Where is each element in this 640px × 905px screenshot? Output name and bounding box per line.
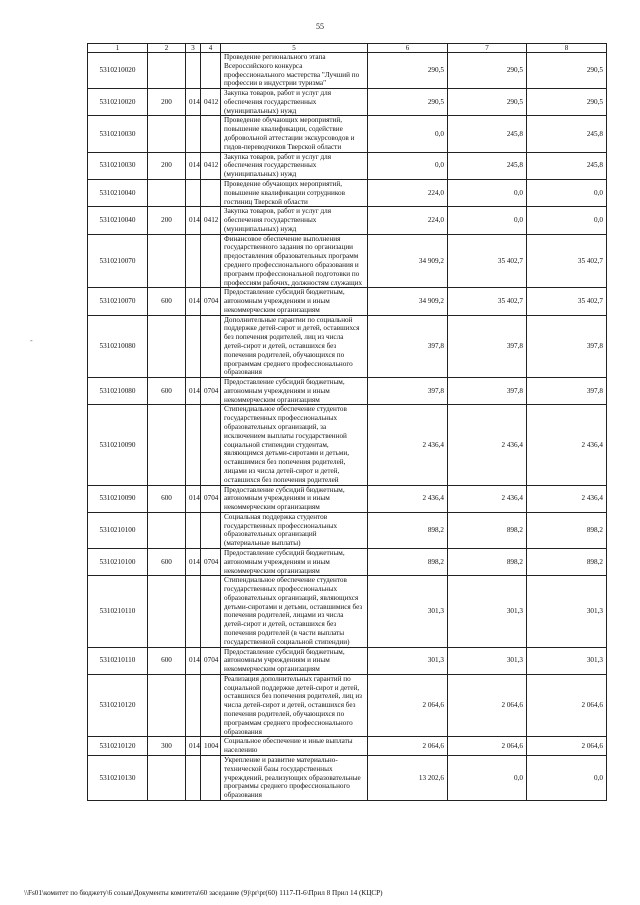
subsection-cell: 1004 <box>201 737 221 756</box>
expense-type-cell: 200 <box>148 152 186 179</box>
section-cell <box>186 179 201 206</box>
section-cell: 014 <box>186 207 201 234</box>
subsection-cell <box>201 405 221 485</box>
table-row <box>88 152 607 179</box>
subsection-cell <box>201 116 221 152</box>
amount-year1-cell: 301,3 <box>368 576 448 647</box>
description-cell: Предоставление субсидий бюджетным, автономным учреждениям и иным некоммерческим организациям <box>221 485 368 512</box>
table-row <box>88 116 607 152</box>
target-code-cell: 5310210040 <box>88 179 148 206</box>
table-row <box>88 405 607 485</box>
description-cell: Закупка товаров, работ и услуг для обеспечения государственных (муниципальных) нужд <box>221 89 368 116</box>
amount-year1-cell: 898,2 <box>368 548 448 575</box>
expense-type-cell <box>148 179 186 206</box>
expense-type-cell <box>148 234 186 288</box>
subsection-cell <box>201 234 221 288</box>
amount-year2-cell: 2 064,6 <box>448 737 527 756</box>
subsection-cell: 0704 <box>201 548 221 575</box>
header-row <box>88 44 607 53</box>
subsection-cell <box>201 512 221 548</box>
description-cell: Реализация дополнительных гарантий по социальной поддержке детей-сирот и детей, оставшихся без попечения родителей, лиц из числа детей-сирот и детей, оставшихся без попечения родителей, обучающихся по программам среднего профессионального образования <box>221 674 368 736</box>
expense-type-cell <box>148 755 186 800</box>
target-code-cell: 5310210030 <box>88 152 148 179</box>
amount-year1-cell: 224,0 <box>368 207 448 234</box>
section-cell <box>186 512 201 548</box>
target-code-cell: 5310210040 <box>88 207 148 234</box>
amount-year3-cell: 301,3 <box>527 576 607 647</box>
table-row <box>88 755 607 800</box>
amount-year2-cell: 35 402,7 <box>448 288 527 315</box>
amount-year2-cell: 301,3 <box>448 576 527 647</box>
table-row <box>88 315 607 377</box>
header-cell: 4 <box>201 44 221 53</box>
description-cell: Стипендиальное обеспечение студентов государственных профессиональных образовательных организаций, за исключением выплаты государственной социальной стипендии студентам, являющимся детьми-сиротами и детьми, оставшимися без попечения родителей, лицами из числа детей-сирот и детей, оставшихся без попечения родителей <box>221 405 368 485</box>
table-row <box>88 288 607 315</box>
section-cell <box>186 405 201 485</box>
amount-year2-cell: 290,5 <box>448 89 527 116</box>
subsection-cell <box>201 576 221 647</box>
amount-year2-cell: 397,8 <box>448 315 527 377</box>
target-code-cell: 5310210080 <box>88 378 148 405</box>
subsection-cell <box>201 755 221 800</box>
subsection-cell: 0412 <box>201 152 221 179</box>
table-row <box>88 378 607 405</box>
expense-type-cell: 600 <box>148 378 186 405</box>
header-cell: 5 <box>221 44 368 53</box>
amount-year1-cell: 13 202,6 <box>368 755 448 800</box>
header-cell: 3 <box>186 44 201 53</box>
table-row <box>88 234 607 288</box>
amount-year2-cell: 35 402,7 <box>448 234 527 288</box>
description-cell: Укрепление и развитие материально-технической базы государственных учреждений, реализующих образовательные программы среднего профессионального образования <box>221 755 368 800</box>
header-cell: 2 <box>148 44 186 53</box>
table-row <box>88 548 607 575</box>
amount-year3-cell: 0,0 <box>527 207 607 234</box>
target-code-cell: 5310210090 <box>88 485 148 512</box>
header-cell: 7 <box>448 44 527 53</box>
amount-year2-cell: 2 436,4 <box>448 485 527 512</box>
section-cell <box>186 576 201 647</box>
expense-type-cell <box>148 116 186 152</box>
amount-year2-cell: 2 436,4 <box>448 405 527 485</box>
expense-type-cell <box>148 576 186 647</box>
amount-year3-cell: 2 436,4 <box>527 405 607 485</box>
section-cell <box>186 53 201 89</box>
target-code-cell: 5310210110 <box>88 576 148 647</box>
section-cell <box>186 674 201 736</box>
expense-type-cell <box>148 315 186 377</box>
section-cell <box>186 315 201 377</box>
subsection-cell <box>201 179 221 206</box>
table-body <box>88 53 607 801</box>
amount-year2-cell: 898,2 <box>448 512 527 548</box>
section-cell: 014 <box>186 288 201 315</box>
target-code-cell: 5310210080 <box>88 315 148 377</box>
target-code-cell: 5310210020 <box>88 89 148 116</box>
subsection-cell <box>201 53 221 89</box>
amount-year3-cell: 35 402,7 <box>527 234 607 288</box>
amount-year3-cell: 397,8 <box>527 378 607 405</box>
expense-type-cell <box>148 53 186 89</box>
amount-year3-cell: 0,0 <box>527 755 607 800</box>
amount-year3-cell: 245,8 <box>527 152 607 179</box>
amount-year2-cell: 898,2 <box>448 548 527 575</box>
description-cell: Проведение обучающих мероприятий, повышение квалификации сотрудников гостиниц Тверской области <box>221 179 368 206</box>
amount-year2-cell: 397,8 <box>448 378 527 405</box>
amount-year3-cell: 301,3 <box>527 647 607 674</box>
amount-year1-cell: 290,5 <box>368 89 448 116</box>
expense-type-cell: 200 <box>148 207 186 234</box>
section-cell: 014 <box>186 548 201 575</box>
amount-year2-cell: 290,5 <box>448 53 527 89</box>
header-cell: 1 <box>88 44 148 53</box>
section-cell: 014 <box>186 647 201 674</box>
description-cell: Предоставление субсидий бюджетным, автономным учреждениям и иным некоммерческим организациям <box>221 548 368 575</box>
amount-year2-cell: 245,8 <box>448 116 527 152</box>
subsection-cell <box>201 674 221 736</box>
amount-year1-cell: 290,5 <box>368 53 448 89</box>
target-code-cell: 5310210130 <box>88 755 148 800</box>
section-cell: 014 <box>186 737 201 756</box>
expense-type-cell: 600 <box>148 548 186 575</box>
table-row <box>88 576 607 647</box>
amount-year2-cell: 0,0 <box>448 179 527 206</box>
amount-year1-cell: 0,0 <box>368 152 448 179</box>
target-code-cell: 5310210110 <box>88 647 148 674</box>
subsection-cell: 0412 <box>201 207 221 234</box>
subsection-cell: 0704 <box>201 288 221 315</box>
section-cell <box>186 755 201 800</box>
description-cell: Стипендиальное обеспечение студентов государственных профессиональных образовательных организаций, являющихся детьми-сиротами и детьми, оставшимися без попечения родителей, лицами из числа детей-сирот и детей, оставшихся без попечения родителей (в части выплаты государственной социальной стипендии) <box>221 576 368 647</box>
target-code-cell: 5310210100 <box>88 512 148 548</box>
table-row <box>88 674 607 736</box>
expense-type-cell <box>148 674 186 736</box>
amount-year1-cell: 0,0 <box>368 116 448 152</box>
target-code-cell: 5310210020 <box>88 53 148 89</box>
budget-table <box>87 43 607 801</box>
table-row <box>88 485 607 512</box>
subsection-cell <box>201 315 221 377</box>
amount-year1-cell: 301,3 <box>368 647 448 674</box>
description-cell: Проведение регионального этапа Всероссийского конкурса профессионального мастерства "Лучший по профессии в индустрии туризма" <box>221 53 368 89</box>
header-cell: 6 <box>368 44 448 53</box>
amount-year3-cell: 2 064,6 <box>527 737 607 756</box>
section-cell: 014 <box>186 89 201 116</box>
amount-year3-cell: 0,0 <box>527 179 607 206</box>
amount-year3-cell: 245,8 <box>527 116 607 152</box>
table-row <box>88 179 607 206</box>
amount-year2-cell: 245,8 <box>448 152 527 179</box>
description-cell: Закупка товаров, работ и услуг для обеспечения государственных (муниципальных) нужд <box>221 207 368 234</box>
amount-year1-cell: 34 909,2 <box>368 234 448 288</box>
amount-year2-cell: 0,0 <box>448 207 527 234</box>
section-cell <box>186 116 201 152</box>
description-cell: Предоставление субсидий бюджетным, автономным учреждениям и иным некоммерческим организациям <box>221 647 368 674</box>
amount-year3-cell: 397,8 <box>527 315 607 377</box>
expense-type-cell: 200 <box>148 89 186 116</box>
section-cell: 014 <box>186 378 201 405</box>
description-cell: Проведение обучающих мероприятий, повышение квалификации, содействие добровольной аттестации экскурсоводов и гидов-переводчиков Тверской области <box>221 116 368 152</box>
subsection-cell: 0412 <box>201 89 221 116</box>
target-code-cell: 5310210100 <box>88 548 148 575</box>
description-cell: Дополнительные гарантии по социальной поддержке детей-сирот и детей, оставшихся без попечения родителей, лиц из числа детей-сирот и детей, оставшихся без попечения родителей, обучающихся по программам среднего профессионального образования <box>221 315 368 377</box>
table-row <box>88 53 607 89</box>
margin-mark: - <box>30 336 33 345</box>
section-cell: 014 <box>186 152 201 179</box>
amount-year1-cell: 2 436,4 <box>368 405 448 485</box>
description-cell: Финансовое обеспечение выполнения государственного задания по организации предоставления образовательных программ среднего профессионального образования и программ профессиональной подготовки по профессиям рабочих, должностям служащих <box>221 234 368 288</box>
amount-year1-cell: 898,2 <box>368 512 448 548</box>
description-cell: Предоставление субсидий бюджетным, автономным учреждениям и иным некоммерческим организациям <box>221 378 368 405</box>
amount-year2-cell: 2 064,6 <box>448 674 527 736</box>
amount-year1-cell: 2 436,4 <box>368 485 448 512</box>
subsection-cell: 0704 <box>201 378 221 405</box>
amount-year3-cell: 2 436,4 <box>527 485 607 512</box>
page-number: 55 <box>316 22 324 31</box>
table-row <box>88 512 607 548</box>
table-row <box>88 737 607 756</box>
target-code-cell: 5310210030 <box>88 116 148 152</box>
amount-year1-cell: 397,8 <box>368 315 448 377</box>
table-row <box>88 207 607 234</box>
amount-year3-cell: 35 402,7 <box>527 288 607 315</box>
target-code-cell: 5310210070 <box>88 288 148 315</box>
file-path-footer: \\Fs01\комитет по бюджету\6 созыв\Документы комитета\60 заседание (9)\pr\pr(60) 1117-П-6\Прил 8 Прил 14 (КЦСР) <box>24 889 383 897</box>
target-code-cell: 5310210090 <box>88 405 148 485</box>
expense-type-cell: 300 <box>148 737 186 756</box>
description-cell: Предоставление субсидий бюджетным, автономным учреждениям и иным некоммерческим организациям <box>221 288 368 315</box>
header-cell: 8 <box>527 44 607 53</box>
description-cell: Закупка товаров, работ и услуг для обеспечения государственных (муниципальных) нужд <box>221 152 368 179</box>
description-cell: Социальное обеспечение и иные выплаты населению <box>221 737 368 756</box>
amount-year2-cell: 301,3 <box>448 647 527 674</box>
section-cell <box>186 234 201 288</box>
subsection-cell: 0704 <box>201 485 221 512</box>
expense-type-cell: 600 <box>148 288 186 315</box>
expense-type-cell: 600 <box>148 647 186 674</box>
table-row <box>88 647 607 674</box>
description-cell: Социальная поддержка студентов государственных профессиональных образовательных организаций (материальные выплаты) <box>221 512 368 548</box>
amount-year2-cell: 0,0 <box>448 755 527 800</box>
amount-year1-cell: 34 909,2 <box>368 288 448 315</box>
subsection-cell: 0704 <box>201 647 221 674</box>
target-code-cell: 5310210120 <box>88 674 148 736</box>
amount-year3-cell: 898,2 <box>527 512 607 548</box>
amount-year1-cell: 397,8 <box>368 378 448 405</box>
amount-year3-cell: 290,5 <box>527 89 607 116</box>
target-code-cell: 5310210120 <box>88 737 148 756</box>
amount-year1-cell: 2 064,6 <box>368 737 448 756</box>
amount-year3-cell: 898,2 <box>527 548 607 575</box>
expense-type-cell: 600 <box>148 485 186 512</box>
target-code-cell: 5310210070 <box>88 234 148 288</box>
table-row <box>88 89 607 116</box>
amount-year1-cell: 2 064,6 <box>368 674 448 736</box>
expense-type-cell <box>148 512 186 548</box>
amount-year3-cell: 2 064,6 <box>527 674 607 736</box>
section-cell: 014 <box>186 485 201 512</box>
amount-year3-cell: 290,5 <box>527 53 607 89</box>
amount-year1-cell: 224,0 <box>368 179 448 206</box>
expense-type-cell <box>148 405 186 485</box>
